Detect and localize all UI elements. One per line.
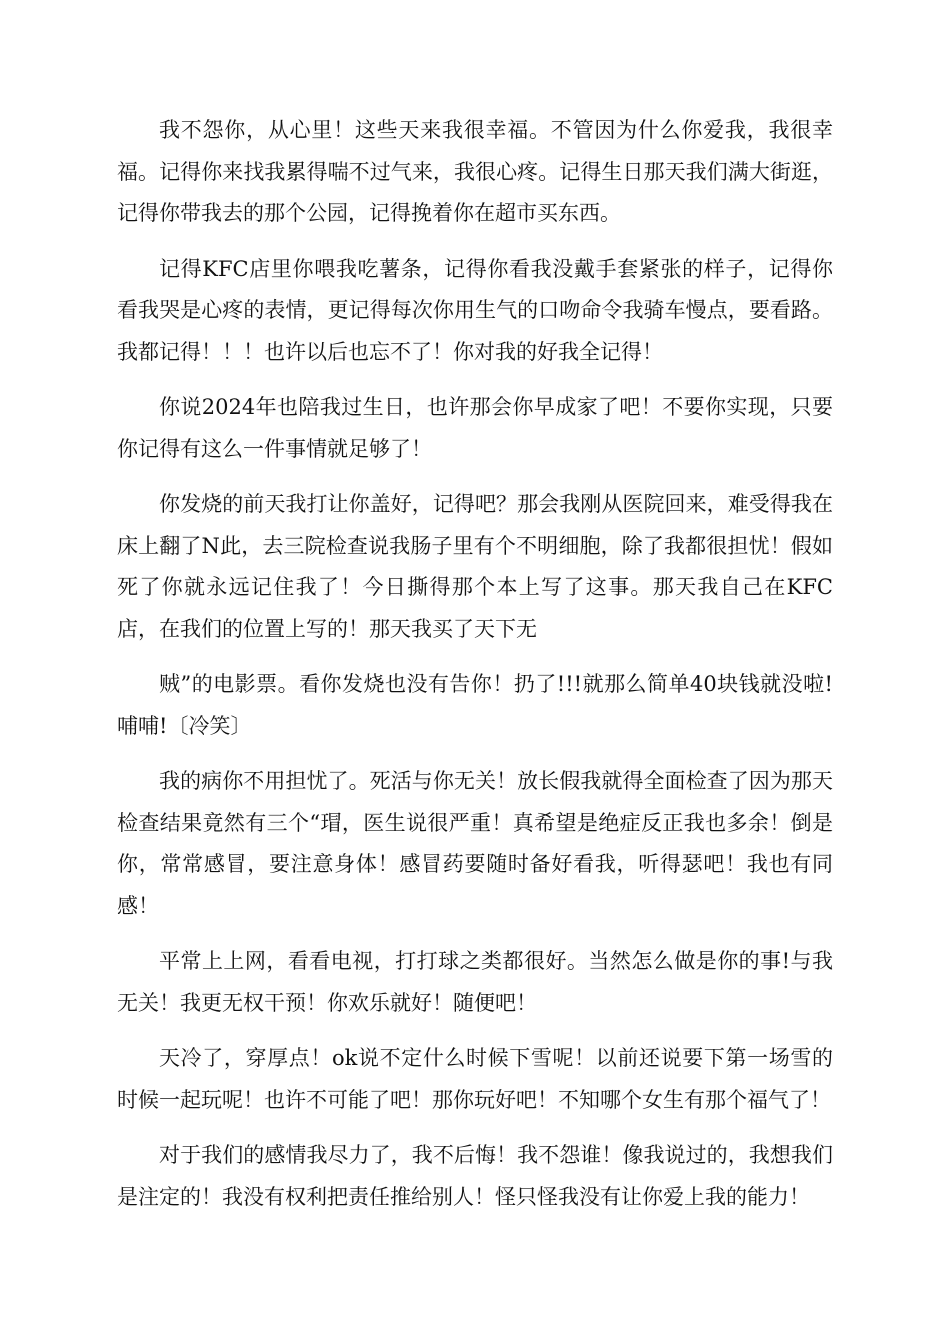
paragraph-9: 对于我们的感情我尽力了，我不后悔！我不怨谁！像我说过的，我想我们是注定的！我没有权利把责任推给别人！怪只怪我没有让你爱上我的能力！ — [117, 1143, 833, 1209]
document-body — [117, 110, 833, 1232]
paragraph-6: 我的病你不用担忧了。死活与你无关！放长假我就得全面检查了因为那天检查结果竟然有三个“瑁，医生说很严重！真希望是绝症反正我也多余！倒是你，常常感冒，要注意身体！感冒药要随时备好看我，听得瑟吧！我也有同感！ — [117, 769, 833, 918]
paragraph-4: 你发烧的前天我打让你盖好，记得吧？那会我刚从医院回来，难受得我在床上翻了N此，去三院检查说我肠子里有个不明细胞，除了我都很担忧！假如死了你就永远记住我了！今日撕得那个本上写了这事。那天我自己在KFC店，在我们的位置上写的！那天我买了天下无 — [117, 492, 833, 641]
paragraph-3: 你说2024年也陪我过生日，也许那会你早成家了吧！不要你实现，只要你记得有这么一件事情就足够了！ — [117, 395, 833, 461]
paragraph-8: 天冷了，穿厚点！ok说不定什么时候下雪呢！以前还说要下第一场雪的时候一起玩呢！也许不可能了吧！那你玩好吧！不知哪个女生有那个福气了！ — [117, 1046, 833, 1112]
paragraph-2: 记得KFC店里你喂我吃薯条，记得你看我没戴手套紧张的样子，记得你看我哭是心疼的表情，更记得每次你用生气的口吻命令我骑车慢点，要看路。我都记得！！！也许以后也忘不了！你对我的好我全记得！ — [117, 256, 833, 364]
paragraph-1: 我不怨你，从心里！这些天来我很幸福。不管因为什么你爱我，我很幸福。记得你来找我累得喘不过气来，我很心疼。记得生日那天我们满大街逛，记得你带我去的那个公园，记得挽着你在超市买东西。 — [117, 118, 833, 225]
paragraph-7: 平常上上网，看看电视，打打球之类都很好。当然怎么做是你的事!与我无关！我更无权干预！你欢乐就好！随便吧！ — [117, 949, 833, 1015]
paragraph-5: 贼”的电影票。看你发烧也没有告你！扔了!!!就那么简单40块钱就没啦!哺哺!〔冷笑〕 — [117, 672, 833, 738]
